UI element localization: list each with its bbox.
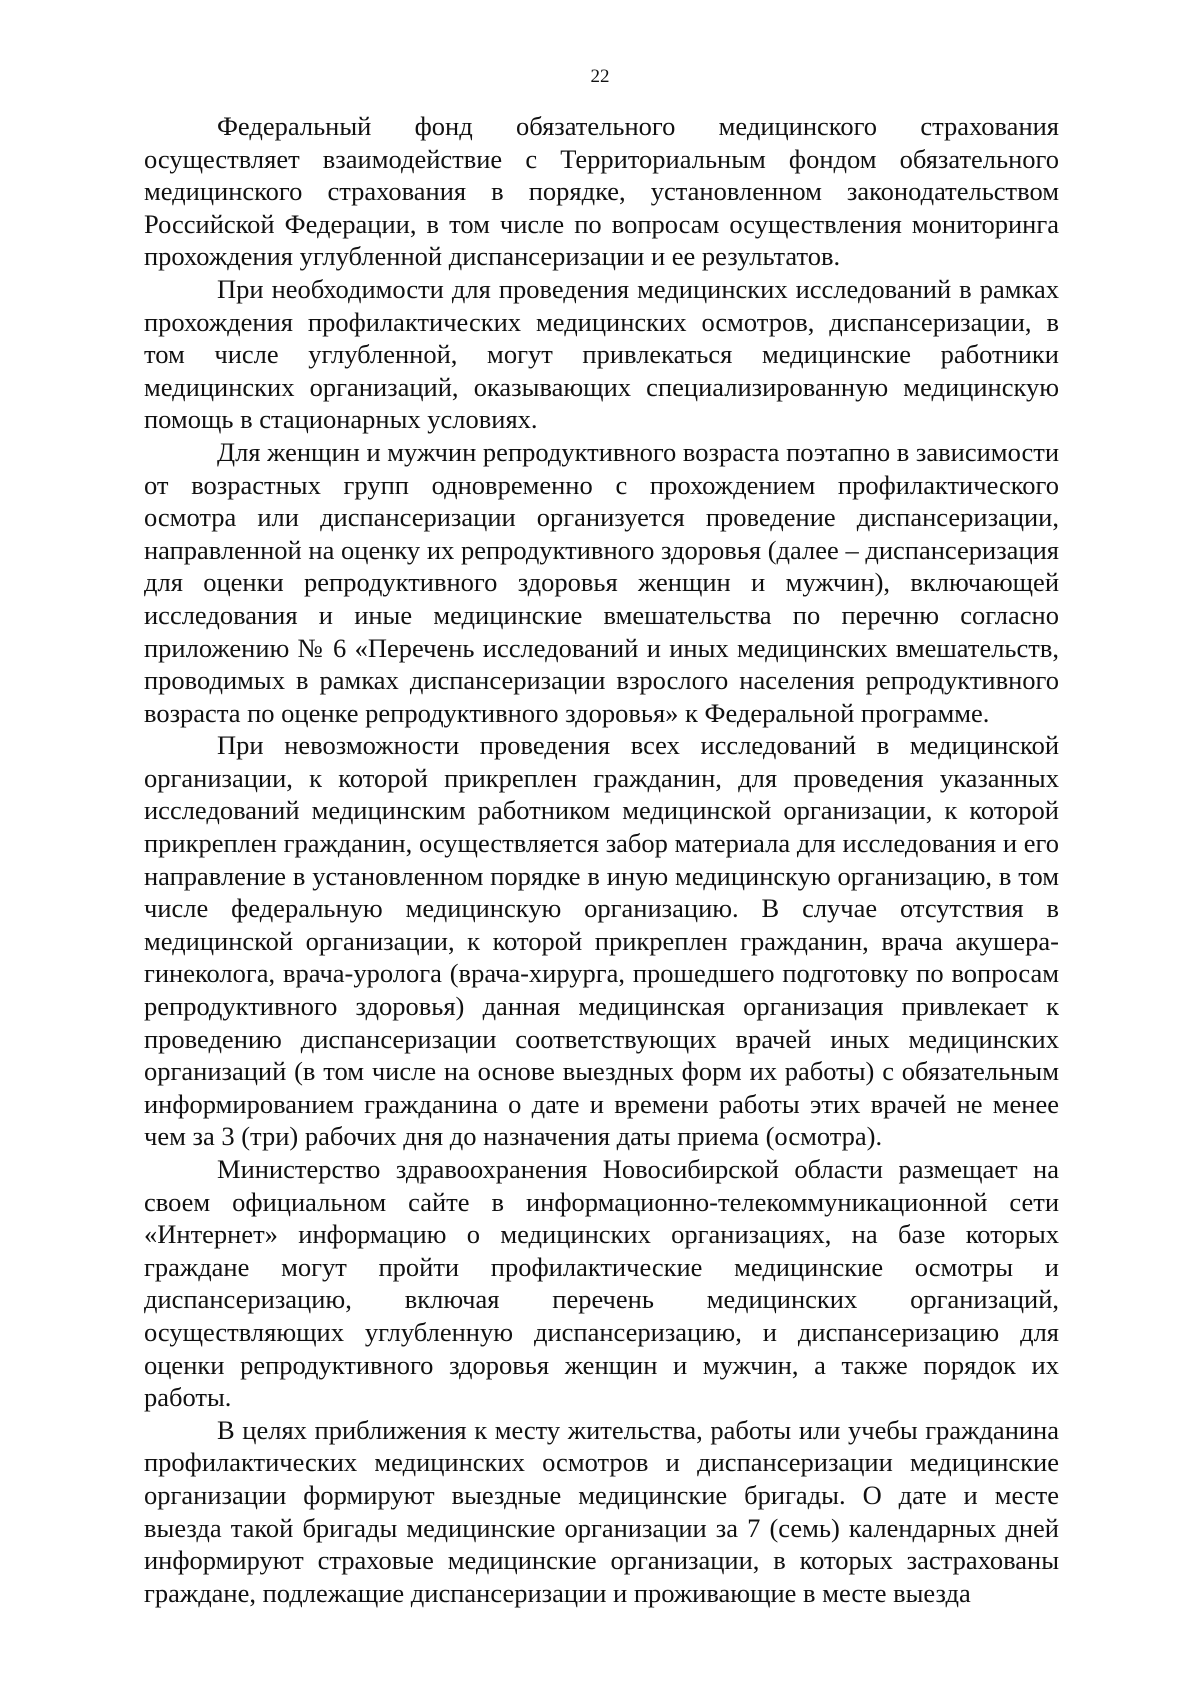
page-number: 22 xyxy=(590,66,610,87)
paragraph-reproductive-health: Для женщин и мужчин репродуктивного возраста поэтапно в зависимости от возрастных групп одновременно с прохождением профилактического осмотра или диспансеризации организуется проведение диспансеризации, направленной на оценку их репродуктивного здоровья (далее – диспансеризация для оценки репродуктивного здоровья женщин и мужчин), включающей исследования и иные медицинские вмешательства по перечню согласно приложению № 6 «Перечень исследований и иных медицинских вмешательств, проводимых в рамках диспансеризации взрослого населения репродуктивного возраста по оценке репродуктивного здоровья» к Федеральной программе. xyxy=(144,436,1059,728)
paragraph-research-impossibility: При невозможности проведения всех исследований в медицинской организации, к которой прикреплен гражданин, для проведения указанных исследований медицинским работником медицинской организации, к которой прикреплен гражданин, осуществляется забор материала для исследования и его направление в установленном порядке в иную медицинскую организацию, в том числе федеральную медицинскую организацию. В случае отсутствия в медицинской организации, к которой прикреплен гражданин, врача акушера-гинеколога, врача-уролога (врача-хирурга, прошедшего подготовку по вопросам репродуктивного здоровья) данная медицинская организация привлекает к проведению диспансеризации соответствующих врачей иных медицинских организаций (в том числе на основе выездных форм их работы) с обязательным информированием гражданина о дате и времени работы этих врачей не менее чем за 3 (три) рабочих дня до назначения даты приема (осмотра). xyxy=(144,730,1059,1152)
document-body xyxy=(144,110,1059,1609)
paragraph-mobile-teams: В целях приближения к месту жительства, работы или учебы гражданина профилактических медицинских осмотров и диспансеризации медицинские организации формируют выездные медицинские бригады. О дате и месте выезда такой бригады медицинские организации за 7 (семь) календарных дней информируют страховые медицинские организации, в которых застрахованы граждане, подлежащие диспансеризации и проживающие в месте выезда xyxy=(144,1414,1059,1608)
paragraph-ffoms-interaction: Федеральный фонд обязательного медицинского страхования осуществляет взаимодействие с Территориальным фондом обязательного медицинского страхования в порядке, установленном законодательством Российской Федерации, в том числе по вопросам осуществления мониторинга прохождения углубленной диспансеризации и ее результатов. xyxy=(144,111,1059,272)
paragraph-ministry-website: Министерство здравоохранения Новосибирской области размещает на своем официальном сайте в информационно-телекоммуникационной сети «Интернет» информацию о медицинских организациях, на базе которых граждане могут пройти профилактические медицинские осмотры и диспансеризацию, включая перечень медицинских организаций, осуществляющих углубленную диспансеризацию, и диспансеризацию для оценки репродуктивного здоровья женщин и мужчин, а также порядок их работы. xyxy=(144,1154,1059,1413)
paragraph-medical-workers: При необходимости для проведения медицинских исследований в рамках прохождения профилактических медицинских осмотров, диспансеризации, в том числе углубленной, могут привлекаться медицинские работники медицинских организаций, оказывающих специализированную медицинскую помощь в стационарных условиях. xyxy=(144,273,1059,435)
